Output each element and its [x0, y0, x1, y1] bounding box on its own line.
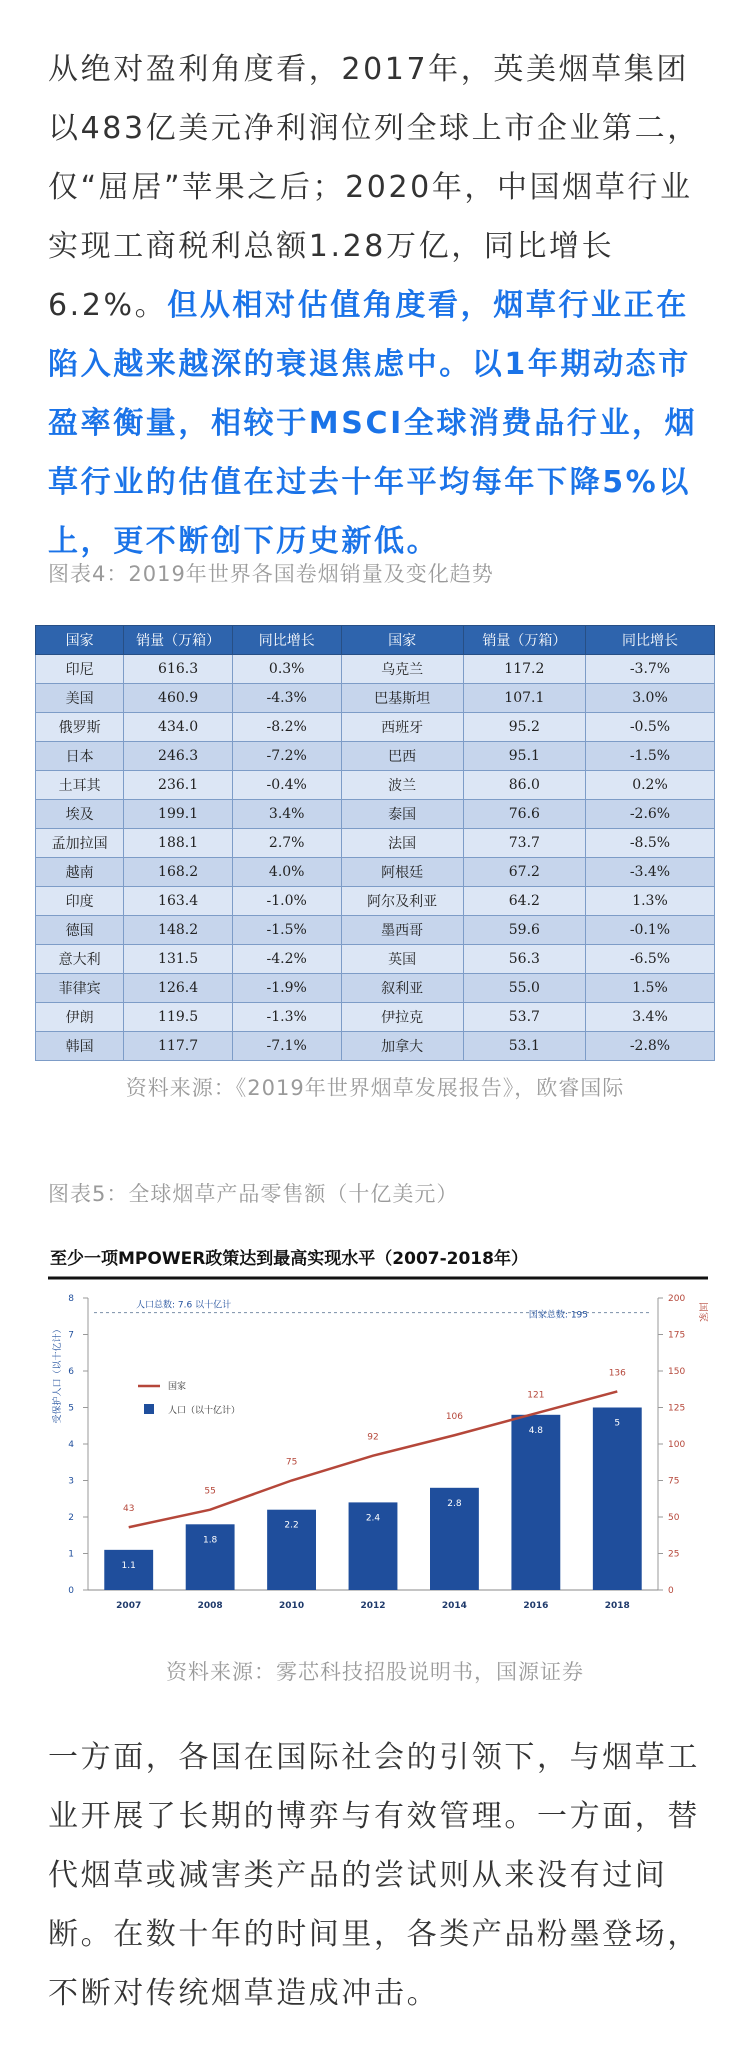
table-cell: -2.8% [585, 1032, 714, 1061]
table-cell: 0.2% [585, 771, 714, 800]
table-cell: 117.7 [124, 1032, 233, 1061]
line-value-label: 75 [285, 1457, 298, 1468]
right-tick-label: 200 [668, 1294, 686, 1304]
table-cell: 59.6 [463, 916, 585, 945]
right-tick-label: 0 [668, 1586, 674, 1596]
table-cell: 0.3% [232, 655, 341, 684]
table-cell: 印度 [36, 887, 124, 916]
table-cell: 阿尔及利亚 [341, 887, 463, 916]
table-cell: 印尼 [36, 655, 124, 684]
table-header-cell: 国家 [341, 626, 463, 655]
x-tick-label: 2008 [197, 1601, 223, 1611]
table-row [36, 916, 715, 945]
table-cell: 95.2 [463, 713, 585, 742]
x-tick-label: 2010 [279, 1601, 305, 1611]
left-tick-label: 6 [68, 1367, 74, 1377]
table-cell: 美国 [36, 684, 124, 713]
left-tick-label: 7 [68, 1330, 74, 1341]
figure5-caption: 图表5：全球烟草产品零售额（十亿美元） [48, 1182, 459, 1206]
table-cell: -7.1% [232, 1032, 341, 1061]
left-tick-label: 0 [68, 1586, 74, 1596]
right-tick-label: 125 [668, 1403, 686, 1414]
table-cell: 1.5% [585, 974, 714, 1003]
table-cell: 伊朗 [36, 1003, 124, 1032]
table-cell: 加拿大 [341, 1032, 463, 1061]
table-cell: 乌克兰 [341, 655, 463, 684]
table-cell: 434.0 [124, 713, 233, 742]
table-row [36, 829, 715, 858]
closing-paragraph: 一方面，各国在国际社会的引领下，与烟草工业开展了长期的博弈与有效管理。一方面，替代烟草或减害类产品的尝试则从来没有过间断。在数十年的时间里，各类产品粉墨登场，不断对传统烟草造成冲击。 [48, 1740, 700, 2011]
table-header-cell: 同比增长 [585, 626, 714, 655]
legend-line-label: 国家 [168, 1382, 187, 1392]
table-cell: -4.3% [232, 684, 341, 713]
left-tick-label: 1 [68, 1549, 74, 1560]
table-cell: 巴基斯坦 [341, 684, 463, 713]
table-row [36, 742, 715, 771]
bar-value-label: 1.1 [121, 1560, 136, 1571]
table-cell: 148.2 [124, 916, 233, 945]
line-value-label: 43 [122, 1504, 135, 1515]
table-cell: 泰国 [341, 800, 463, 829]
line-value-label: 106 [445, 1412, 464, 1423]
reference-label: 人口总数: 7.6 以十亿计 [136, 1300, 232, 1311]
table-cell: 117.2 [463, 655, 585, 684]
right-axis-label: 国家 [697, 1302, 708, 1322]
table-row [36, 655, 715, 684]
table-row [36, 858, 715, 887]
table-body [36, 655, 715, 1061]
table-cell: -7.2% [232, 742, 341, 771]
right-tick-label: 50 [668, 1513, 680, 1523]
table-cell: 126.4 [124, 974, 233, 1003]
right-tick-label: 100 [668, 1440, 686, 1450]
table-header-row [36, 626, 715, 655]
table-cell: 西班牙 [341, 713, 463, 742]
table-cell: 越南 [36, 858, 124, 887]
table-row [36, 887, 715, 916]
table-row [36, 684, 715, 713]
table-cell: 墨西哥 [341, 916, 463, 945]
left-tick-label: 4 [68, 1440, 74, 1450]
bar-value-label: 4.8 [528, 1425, 544, 1436]
table-cell: -3.7% [585, 655, 714, 684]
table-cell: 119.5 [124, 1003, 233, 1032]
bar-value-label: 5 [614, 1418, 621, 1429]
table-header-cell: 销量（万箱） [463, 626, 585, 655]
intro-paragraph [48, 40, 708, 571]
table-cell: 波兰 [341, 771, 463, 800]
table-cell: 460.9 [124, 684, 233, 713]
table-cell: -1.9% [232, 974, 341, 1003]
mpower-chart-svg [48, 1238, 708, 1638]
table-cell: 孟加拉国 [36, 829, 124, 858]
legend-bar-label: 人口（以十亿计） [168, 1406, 241, 1416]
table-cell: -1.0% [232, 887, 341, 916]
figure4-source: 资料来源：《2019年世界烟草发展报告》，欧睿国际 [125, 1076, 625, 1100]
table-cell: 阿根廷 [341, 858, 463, 887]
table-cell: 67.2 [463, 858, 585, 887]
right-tick-label: 25 [668, 1549, 680, 1560]
left-axis-label: 受保护人口（以十亿计） [53, 1324, 63, 1424]
table-row [36, 713, 715, 742]
table-cell: -0.1% [585, 916, 714, 945]
table-header-cell: 销量（万箱） [124, 626, 233, 655]
bar-value-label: 1.8 [202, 1535, 218, 1546]
table-header-cell: 同比增长 [232, 626, 341, 655]
line-value-label: 121 [527, 1390, 545, 1401]
table-cell: 3.0% [585, 684, 714, 713]
table-cell: 56.3 [463, 945, 585, 974]
table-header-cell: 国家 [36, 626, 124, 655]
bar-value-label: 2.2 [284, 1520, 299, 1531]
table-cell: 4.0% [232, 858, 341, 887]
table-cell: 伊拉克 [341, 1003, 463, 1032]
cigarette-sales-table [35, 625, 715, 1061]
table-cell: 叙利亚 [341, 974, 463, 1003]
line-value-label: 136 [608, 1368, 626, 1379]
right-tick-label: 75 [668, 1476, 680, 1487]
x-tick-label: 2018 [604, 1601, 630, 1611]
line-value-label: 92 [367, 1432, 379, 1443]
table-cell: 英国 [341, 945, 463, 974]
table-cell: -3.4% [585, 858, 714, 887]
table-cell: -1.3% [232, 1003, 341, 1032]
table-cell: -0.5% [585, 713, 714, 742]
x-tick-label: 2007 [116, 1601, 142, 1611]
table-cell: 53.7 [463, 1003, 585, 1032]
table-cell: 131.5 [124, 945, 233, 974]
table-cell: -1.5% [232, 916, 341, 945]
table-cell: 3.4% [585, 1003, 714, 1032]
table-row [36, 1032, 715, 1061]
table-cell: 日本 [36, 742, 124, 771]
table-cell: 76.6 [463, 800, 585, 829]
table-cell: -2.6% [585, 800, 714, 829]
left-tick-label: 3 [68, 1476, 74, 1487]
x-tick-label: 2014 [441, 1601, 467, 1611]
chart-title: 至少一项MPOWER政策达到最高实现水平（2007-2018年） [50, 1249, 528, 1269]
table-cell: 236.1 [124, 771, 233, 800]
figure4-caption: 图表4：2019年世界各国卷烟销量及变化趋势 [48, 562, 494, 586]
table-cell: -8.2% [232, 713, 341, 742]
table-cell: 168.2 [124, 858, 233, 887]
right-tick-label: 150 [668, 1367, 686, 1377]
table-cell: 3.4% [232, 800, 341, 829]
table-row [36, 800, 715, 829]
table-row [36, 974, 715, 1003]
chart-bar [511, 1415, 560, 1590]
table-cell: 菲律宾 [36, 974, 124, 1003]
left-tick-label: 8 [68, 1294, 74, 1304]
table-cell: 埃及 [36, 800, 124, 829]
intro-highlight-text: 但从相对估值角度看，烟草行业正在陷入越来越深的衰退焦虑中。以1年期动态市盈率衡量，相较于MSCI全球消费品行业，烟草行业的估值在过去十年平均每年下降5%以上，更不断创下历史新低。 [48, 288, 698, 559]
table-cell: 163.4 [124, 887, 233, 916]
table-cell: 95.1 [463, 742, 585, 771]
chart-bar [593, 1408, 642, 1591]
table-cell: 意大利 [36, 945, 124, 974]
table-cell: -1.5% [585, 742, 714, 771]
table-cell: 616.3 [124, 655, 233, 684]
bar-value-label: 2.4 [365, 1513, 381, 1524]
table-cell: 73.7 [463, 829, 585, 858]
table-cell: 巴西 [341, 742, 463, 771]
intro-plain-text: 从绝对盈利角度看，2017年，英美烟草集团以483亿美元净利润位列全球上市企业第二，仅“屈居”苹果之后；2020年，中国烟草行业实现工商税利总额1.28万亿，同比增长6.2%。 [48, 52, 700, 323]
table-row [36, 1003, 715, 1032]
table-cell: 韩国 [36, 1032, 124, 1061]
table-cell: 64.2 [463, 887, 585, 916]
table-cell: 1.3% [585, 887, 714, 916]
x-tick-label: 2012 [360, 1601, 386, 1611]
table-cell: 55.0 [463, 974, 585, 1003]
table-cell: 246.3 [124, 742, 233, 771]
line-value-label: 55 [204, 1486, 216, 1497]
bar-value-label: 2.8 [447, 1498, 462, 1509]
reference-label: 国家总数: 195 [528, 1310, 588, 1321]
table-cell: 法国 [341, 829, 463, 858]
table-cell: 土耳其 [36, 771, 124, 800]
table-row [36, 945, 715, 974]
table-cell: 2.7% [232, 829, 341, 858]
table-cell: 53.1 [463, 1032, 585, 1061]
table-cell: 俄罗斯 [36, 713, 124, 742]
right-tick-label: 175 [668, 1330, 686, 1341]
table-cell: -6.5% [585, 945, 714, 974]
chart-bar [186, 1524, 235, 1590]
table-row [36, 771, 715, 800]
legend-bar-swatch [144, 1404, 154, 1414]
table-cell: 199.1 [124, 800, 233, 829]
table-cell: -0.4% [232, 771, 341, 800]
table-cell: 107.1 [463, 684, 585, 713]
table-cell: 德国 [36, 916, 124, 945]
table-cell: -4.2% [232, 945, 341, 974]
table-cell: 188.1 [124, 829, 233, 858]
figure5-source: 资料来源：雾芯科技招股说明书，国源证券 [166, 1660, 584, 1684]
table-cell: -8.5% [585, 829, 714, 858]
left-tick-label: 5 [68, 1403, 74, 1414]
left-tick-label: 2 [68, 1513, 74, 1523]
x-tick-label: 2016 [523, 1601, 549, 1611]
mpower-chart [48, 1238, 708, 1638]
table-cell: 86.0 [463, 771, 585, 800]
